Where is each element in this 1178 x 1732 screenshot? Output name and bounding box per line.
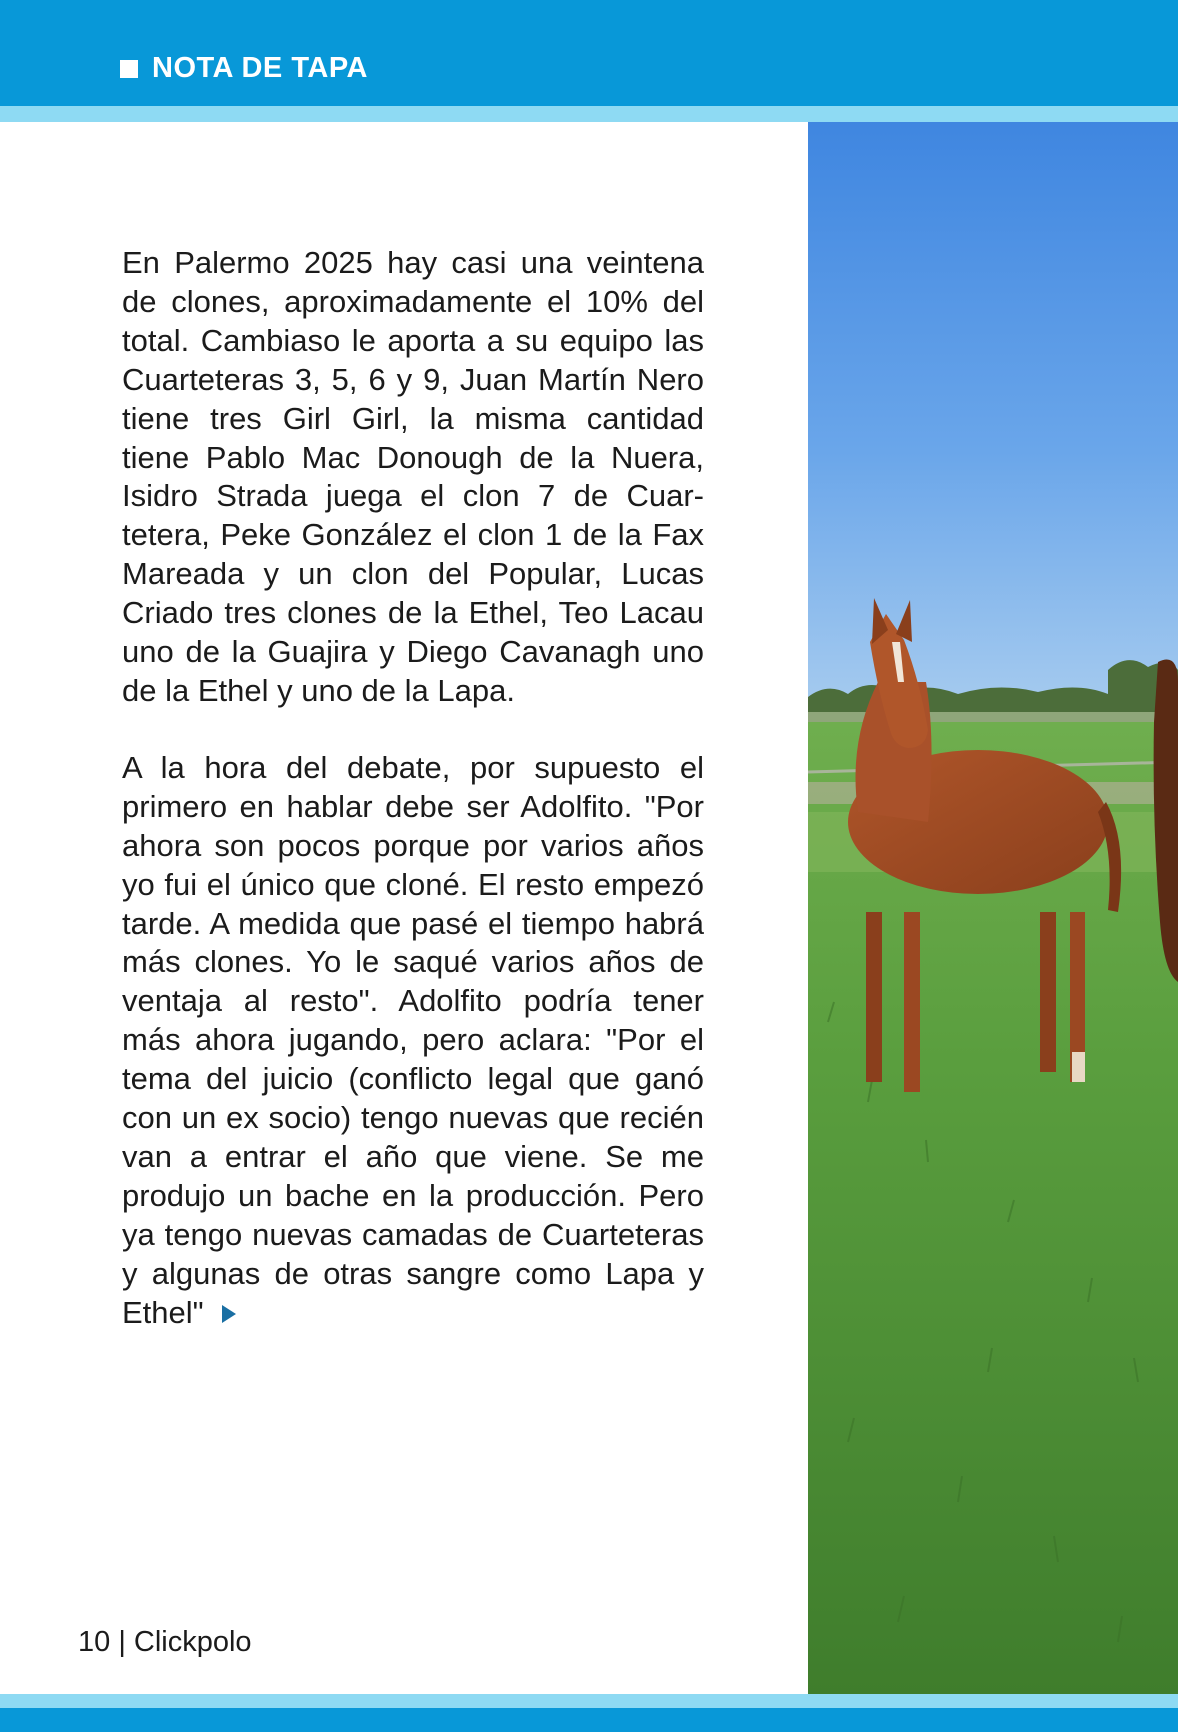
section-label-text: NOTA DE TAPA xyxy=(152,52,368,84)
article-body xyxy=(122,244,704,1370)
page-folio: 10 | Clickpolo xyxy=(78,1626,252,1658)
footer-bar xyxy=(0,1708,1178,1732)
footer-stripe xyxy=(0,1694,1178,1708)
horse-photo xyxy=(808,122,1178,1694)
article-paragraph-1: En Palermo 2025 hay casi una veintena de clones, aproximadamente el 10% del total. Cambiaso le aporta a su equipo las Cuarteteras 3, 5, 6 y 9, Juan Martín Nero tiene tres Girl Girl, la misma cantidad tiene Pablo Mac Donough de la Nuera, Isidro Strada juega el clon 7 de Cuartetera, Peke González el clon 1 de la Fax Mareada y un clon del Popular, Lucas Criado tres clones de la Ethel, Teo Lacau uno de la Guajira y Diego Cavanagh uno de la Ethel y uno de la Lapa. xyxy=(122,245,704,708)
end-of-article-icon xyxy=(222,1305,236,1323)
article-paragraph-2 xyxy=(122,749,704,1333)
header-stripe xyxy=(0,106,1178,122)
section-label xyxy=(120,52,368,85)
header-bar xyxy=(0,0,1178,106)
article-paragraph-2-text: A la hora del debate, por supuesto el primero en hablar debe ser Adolfito. "Por ahora son pocos porque por varios años yo fui el único que cloné. El resto empezó tarde. A medida que pasé el tiempo habrá más clones. Yo le saqué varios años de ventaja al resto". Adolfito podría tener más ahora jugando, pero aclara: "Por el tema del juicio (conflicto legal que ganó con un ex socio) tengo nuevas que recién van a entrar el año que viene. Se me produjo un bache en la producción. Pero ya tengo nuevas camadas de Cuarteteras y algunas de otras sangre como Lapa y Ethel" xyxy=(122,749,704,1330)
section-square-icon xyxy=(120,60,138,78)
